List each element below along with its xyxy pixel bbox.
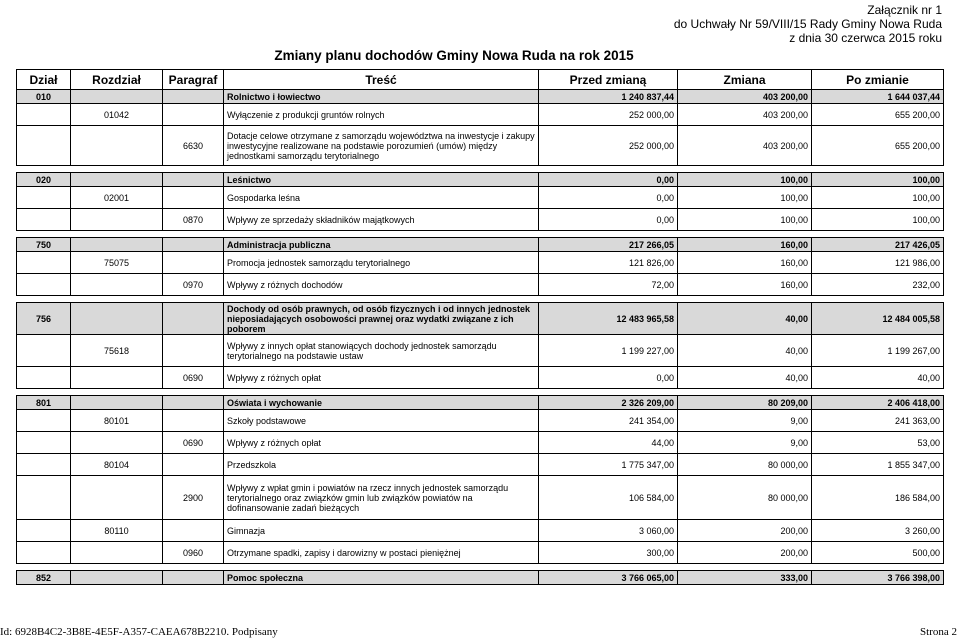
cell-przed: 252 000,00 xyxy=(539,126,678,166)
cell-rozdzial: 80110 xyxy=(71,520,163,542)
cell-tresc: Gimnazja xyxy=(224,520,539,542)
cell-przed: 241 354,00 xyxy=(539,410,678,432)
table-body xyxy=(17,90,944,585)
cell-paragraf xyxy=(163,252,224,274)
attachment-number: Załącznik nr 1 xyxy=(867,3,942,17)
cell-tresc: Dochody od osób prawnych, od osób fizycznych i od innych jednostek nieposiadających osobowości prawnej oraz wydatki związane z ich poborem xyxy=(224,303,539,335)
cell-przed: 0,00 xyxy=(539,367,678,389)
cell-po: 3 260,00 xyxy=(812,520,944,542)
cell-paragraf: 0870 xyxy=(163,209,224,231)
resolution-reference: do Uchwały Nr 59/VIII/15 Rady Gminy Nowa Ruda xyxy=(673,17,942,31)
cell-paragraf xyxy=(163,303,224,335)
cell-rozdzial xyxy=(71,571,163,585)
cell-rozdzial xyxy=(71,367,163,389)
table-row xyxy=(17,209,944,231)
cell-dzial: 801 xyxy=(17,396,71,410)
cell-rozdzial xyxy=(71,238,163,252)
cell-po: 500,00 xyxy=(812,542,944,564)
cell-zmiana: 100,00 xyxy=(678,173,812,187)
cell-zmiana: 200,00 xyxy=(678,542,812,564)
cell-przed: 0,00 xyxy=(539,173,678,187)
cell-tresc: Wpływy z różnych opłat xyxy=(224,367,539,389)
cell-przed: 3 766 065,00 xyxy=(539,571,678,585)
cell-tresc: Promocja jednostek samorządu terytorialnego xyxy=(224,252,539,274)
cell-paragraf: 0690 xyxy=(163,432,224,454)
cell-po: 1 644 037,44 xyxy=(812,90,944,104)
cell-zmiana: 160,00 xyxy=(678,252,812,274)
cell-po: 121 986,00 xyxy=(812,252,944,274)
cell-dzial: 852 xyxy=(17,571,71,585)
cell-przed: 2 326 209,00 xyxy=(539,396,678,410)
cell-przed: 217 266,05 xyxy=(539,238,678,252)
cell-zmiana: 100,00 xyxy=(678,187,812,209)
row-spacer xyxy=(17,389,944,396)
document-title: Zmiany planu dochodów Gminy Nowa Ruda na rok 2015 xyxy=(274,48,634,63)
cell-przed: 1 775 347,00 xyxy=(539,454,678,476)
cell-paragraf xyxy=(163,520,224,542)
cell-zmiana: 9,00 xyxy=(678,410,812,432)
col-header-rozdzial: Rozdział xyxy=(71,70,163,90)
cell-paragraf xyxy=(163,335,224,367)
table-row xyxy=(17,432,944,454)
cell-tresc: Wpływy z różnych dochodów xyxy=(224,274,539,296)
table-row xyxy=(17,571,944,585)
cell-dzial: 010 xyxy=(17,90,71,104)
cell-tresc: Wpływy z wpłat gmin i powiatów na rzecz innych jednostek samorządu terytorialnego oraz związków gmin lub związków powiatów na dofinansowanie zadań bieżących xyxy=(224,476,539,520)
cell-dzial xyxy=(17,274,71,296)
cell-tresc: Wyłączenie z produkcji gruntów rolnych xyxy=(224,104,539,126)
table-row xyxy=(17,335,944,367)
cell-paragraf xyxy=(163,396,224,410)
cell-tresc: Oświata i wychowanie xyxy=(224,396,539,410)
table-row xyxy=(17,476,944,520)
cell-zmiana: 40,00 xyxy=(678,335,812,367)
cell-dzial xyxy=(17,520,71,542)
cell-tresc: Gospodarka leśna xyxy=(224,187,539,209)
cell-zmiana: 80 000,00 xyxy=(678,454,812,476)
table-row xyxy=(17,274,944,296)
table-row xyxy=(17,303,944,335)
cell-zmiana: 100,00 xyxy=(678,209,812,231)
cell-zmiana: 160,00 xyxy=(678,274,812,296)
table-row xyxy=(17,542,944,564)
cell-zmiana: 403 200,00 xyxy=(678,90,812,104)
cell-paragraf xyxy=(163,187,224,209)
row-spacer xyxy=(17,296,944,303)
cell-paragraf: 0690 xyxy=(163,367,224,389)
cell-rozdzial: 02001 xyxy=(71,187,163,209)
cell-tresc: Pomoc społeczna xyxy=(224,571,539,585)
page-number: Strona 2 xyxy=(920,626,957,638)
cell-po: 1 855 347,00 xyxy=(812,454,944,476)
cell-rozdzial: 80101 xyxy=(71,410,163,432)
col-header-paragraf: Paragraf xyxy=(163,70,224,90)
cell-rozdzial: 80104 xyxy=(71,454,163,476)
cell-rozdzial xyxy=(71,173,163,187)
cell-paragraf xyxy=(163,571,224,585)
cell-dzial xyxy=(17,542,71,564)
cell-tresc: Dotacje celowe otrzymane z samorządu województwa na inwestycje i zakupy inwestycyjne realizowane na podstawie porozumień (umów) między jednostkami samorządu terytorialnego xyxy=(224,126,539,166)
cell-rozdzial: 75075 xyxy=(71,252,163,274)
cell-przed: 0,00 xyxy=(539,209,678,231)
cell-po: 2 406 418,00 xyxy=(812,396,944,410)
cell-paragraf xyxy=(163,454,224,476)
cell-dzial: 756 xyxy=(17,303,71,335)
cell-tresc: Rolnictwo i łowiectwo xyxy=(224,90,539,104)
table-row xyxy=(17,126,944,166)
table-row xyxy=(17,454,944,476)
cell-zmiana: 80 000,00 xyxy=(678,476,812,520)
spacer-cell xyxy=(17,564,944,571)
spacer-cell xyxy=(17,389,944,396)
table-row xyxy=(17,104,944,126)
cell-dzial xyxy=(17,410,71,432)
cell-paragraf: 6630 xyxy=(163,126,224,166)
cell-po: 100,00 xyxy=(812,187,944,209)
cell-dzial xyxy=(17,454,71,476)
cell-po: 100,00 xyxy=(812,209,944,231)
cell-zmiana: 403 200,00 xyxy=(678,126,812,166)
cell-tresc: Szkoły podstawowe xyxy=(224,410,539,432)
cell-przed: 3 060,00 xyxy=(539,520,678,542)
income-plan-table xyxy=(16,69,944,585)
cell-po: 232,00 xyxy=(812,274,944,296)
cell-paragraf xyxy=(163,238,224,252)
cell-paragraf: 0970 xyxy=(163,274,224,296)
cell-paragraf xyxy=(163,104,224,126)
cell-paragraf xyxy=(163,410,224,432)
cell-dzial xyxy=(17,209,71,231)
row-spacer xyxy=(17,166,944,173)
cell-zmiana: 80 209,00 xyxy=(678,396,812,410)
cell-rozdzial xyxy=(71,476,163,520)
cell-rozdzial: 75618 xyxy=(71,335,163,367)
document-id: Id: 6928B4C2-3B8E-4E5F-A357-CAEA678B2210. Podpisany xyxy=(0,626,278,638)
cell-dzial xyxy=(17,335,71,367)
cell-przed: 106 584,00 xyxy=(539,476,678,520)
cell-po: 3 766 398,00 xyxy=(812,571,944,585)
cell-dzial xyxy=(17,104,71,126)
cell-po: 100,00 xyxy=(812,173,944,187)
cell-dzial xyxy=(17,367,71,389)
cell-rozdzial xyxy=(71,396,163,410)
cell-tresc: Administracja publiczna xyxy=(224,238,539,252)
cell-po: 655 200,00 xyxy=(812,126,944,166)
cell-zmiana: 40,00 xyxy=(678,367,812,389)
col-header-dzial: Dział xyxy=(17,70,71,90)
cell-przed: 72,00 xyxy=(539,274,678,296)
cell-przed: 252 000,00 xyxy=(539,104,678,126)
cell-po: 53,00 xyxy=(812,432,944,454)
cell-po: 40,00 xyxy=(812,367,944,389)
row-spacer xyxy=(17,231,944,238)
col-header-przed: Przed zmianą xyxy=(539,70,678,90)
cell-paragraf: 2900 xyxy=(163,476,224,520)
table-row xyxy=(17,187,944,209)
spacer-cell xyxy=(17,231,944,238)
cell-tresc: Leśnictwo xyxy=(224,173,539,187)
table-row xyxy=(17,173,944,187)
cell-przed: 1 240 837,44 xyxy=(539,90,678,104)
spacer-cell xyxy=(17,296,944,303)
cell-dzial xyxy=(17,187,71,209)
cell-dzial xyxy=(17,476,71,520)
row-spacer xyxy=(17,564,944,571)
cell-przed: 0,00 xyxy=(539,187,678,209)
cell-po: 217 426,05 xyxy=(812,238,944,252)
cell-zmiana: 333,00 xyxy=(678,571,812,585)
table-row xyxy=(17,367,944,389)
col-header-po: Po zmianie xyxy=(812,70,944,90)
cell-po: 241 363,00 xyxy=(812,410,944,432)
cell-dzial xyxy=(17,126,71,166)
cell-dzial xyxy=(17,432,71,454)
cell-paragraf xyxy=(163,90,224,104)
table-row xyxy=(17,520,944,542)
cell-zmiana: 403 200,00 xyxy=(678,104,812,126)
table-header-row xyxy=(17,70,944,90)
cell-dzial: 020 xyxy=(17,173,71,187)
cell-przed: 300,00 xyxy=(539,542,678,564)
cell-przed: 121 826,00 xyxy=(539,252,678,274)
cell-zmiana: 200,00 xyxy=(678,520,812,542)
table-row xyxy=(17,410,944,432)
cell-rozdzial xyxy=(71,90,163,104)
cell-zmiana: 9,00 xyxy=(678,432,812,454)
cell-tresc: Wpływy z innych opłat stanowiących dochody jednostek samorządu terytorialnego na podstawie ustaw xyxy=(224,335,539,367)
cell-paragraf: 0960 xyxy=(163,542,224,564)
cell-zmiana: 40,00 xyxy=(678,303,812,335)
cell-po: 1 199 267,00 xyxy=(812,335,944,367)
table-row xyxy=(17,90,944,104)
table-row xyxy=(17,252,944,274)
cell-przed: 12 483 965,58 xyxy=(539,303,678,335)
cell-dzial xyxy=(17,252,71,274)
resolution-date: z dnia 30 czerwca 2015 roku xyxy=(789,31,942,45)
cell-rozdzial: 01042 xyxy=(71,104,163,126)
cell-rozdzial xyxy=(71,542,163,564)
spacer-cell xyxy=(17,166,944,173)
cell-rozdzial xyxy=(71,274,163,296)
table-row xyxy=(17,396,944,410)
cell-tresc: Przedszkola xyxy=(224,454,539,476)
cell-rozdzial xyxy=(71,209,163,231)
cell-po: 186 584,00 xyxy=(812,476,944,520)
table-row xyxy=(17,238,944,252)
cell-tresc: Otrzymane spadki, zapisy i darowizny w postaci pieniężnej xyxy=(224,542,539,564)
cell-rozdzial xyxy=(71,303,163,335)
cell-po: 655 200,00 xyxy=(812,104,944,126)
col-header-zmiana: Zmiana xyxy=(678,70,812,90)
cell-rozdzial xyxy=(71,126,163,166)
col-header-tresc: Treść xyxy=(224,70,539,90)
attachment-header xyxy=(674,3,942,45)
cell-tresc: Wpływy z różnych opłat xyxy=(224,432,539,454)
cell-przed: 1 199 227,00 xyxy=(539,335,678,367)
cell-rozdzial xyxy=(71,432,163,454)
cell-dzial: 750 xyxy=(17,238,71,252)
cell-tresc: Wpływy ze sprzedaży składników majątkowych xyxy=(224,209,539,231)
cell-przed: 44,00 xyxy=(539,432,678,454)
cell-zmiana: 160,00 xyxy=(678,238,812,252)
cell-po: 12 484 005,58 xyxy=(812,303,944,335)
cell-paragraf xyxy=(163,173,224,187)
